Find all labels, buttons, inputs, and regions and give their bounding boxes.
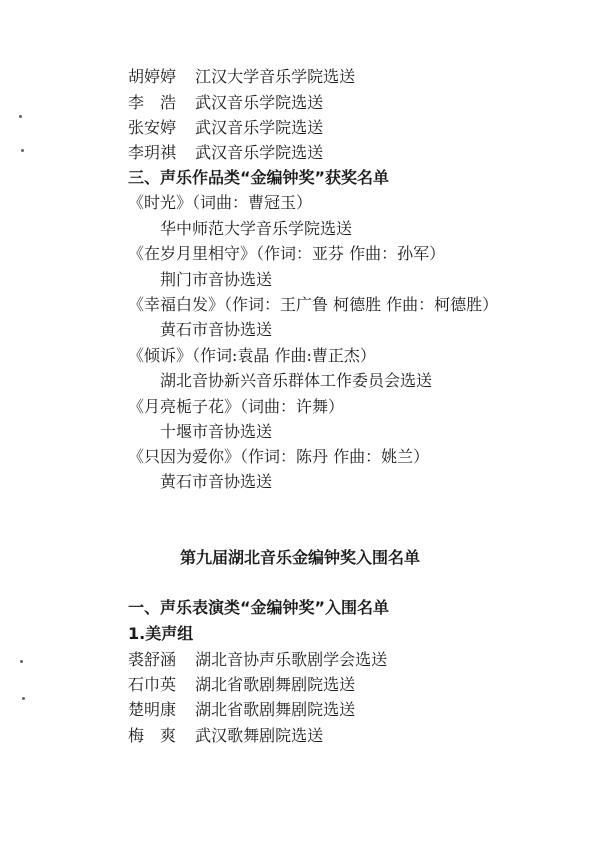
scan-speck (22, 697, 25, 700)
work-title: 《倾诉》（作词:袁晶 作曲:曹正杰） (128, 346, 376, 365)
entry-name: 楚明康 (128, 700, 177, 719)
scan-speck (19, 115, 22, 118)
entry-name: 张安婷 (128, 118, 177, 137)
work-org: 十堰市音协选送 (160, 422, 273, 441)
entry-row (128, 93, 323, 113)
scan-speck (21, 149, 24, 152)
entry-org: 武汉音乐学院选送 (195, 118, 324, 137)
entry-row (128, 143, 323, 163)
entry-org: 武汉音乐学院选送 (195, 143, 324, 162)
entry-name: 李玥祺 (128, 143, 177, 162)
work-title: 《时光》（词曲：曹冠玉） (128, 193, 313, 212)
section-heading: 三、声乐作品类“金编钟奖”获奖名单 (128, 168, 390, 187)
entry-name: 胡婷婷 (128, 67, 177, 86)
work-title: 《月亮栀子花》（词曲：许舞） (128, 397, 345, 416)
work-title: 《幸福白发》（作词：王广鲁 柯德胜 作曲：柯德胜） (128, 295, 499, 314)
group-heading: 1.美声组 (128, 624, 194, 643)
work-org: 华中师范大学音乐学院选送 (160, 219, 353, 238)
entry-name: 李 浩 (128, 93, 177, 112)
work-org: 黄石市音协选送 (160, 320, 273, 339)
entry-row (128, 650, 387, 670)
scan-speck (20, 660, 23, 663)
entry-org: 湖北省歌剧舞剧院选送 (195, 675, 356, 694)
entry-name: 裘舒涵 (128, 650, 177, 669)
entry-org: 湖北音协声乐歌剧学会选送 (195, 650, 388, 669)
entry-row (128, 118, 323, 138)
entry-name: 梅 爽 (128, 726, 177, 745)
work-org: 湖北音协新兴音乐群体工作委员会选送 (160, 371, 433, 390)
entry-org: 武汉音乐学院选送 (195, 93, 324, 112)
entry-org: 武汉歌舞剧院选送 (195, 726, 324, 745)
work-org: 荆门市音协选送 (160, 270, 273, 289)
entry-name: 石巾英 (128, 675, 177, 694)
entry-row (128, 700, 355, 720)
section-heading: 一、声乐表演类“金编钟奖”入围名单 (128, 598, 390, 617)
entry-row (128, 67, 355, 87)
work-title: 《只因为爱你》（作词：陈丹 作曲：姚兰） (128, 447, 430, 466)
work-title: 《在岁月里相守》（作词：亚芬 作曲：孙军） (128, 244, 446, 263)
entry-row (128, 675, 355, 695)
document-title: 第九届湖北音乐金编钟奖入围名单 (179, 548, 420, 567)
entry-row (128, 726, 323, 746)
entry-org: 湖北省歌剧舞剧院选送 (195, 700, 356, 719)
entry-org: 江汉大学音乐学院选送 (195, 67, 356, 86)
work-org: 黄石市音协选送 (160, 472, 273, 491)
